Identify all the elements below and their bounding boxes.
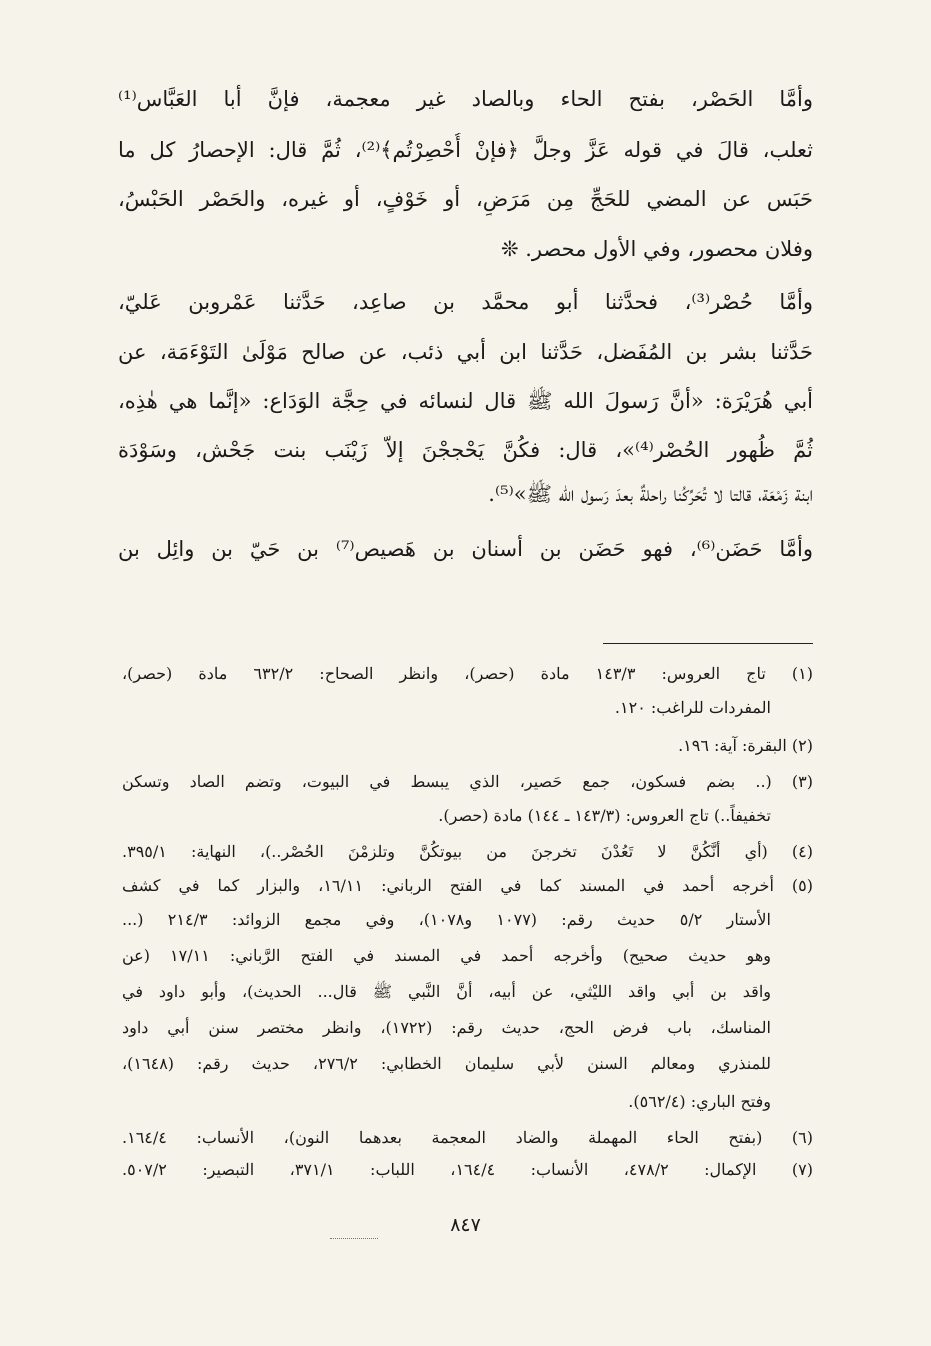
page-number: ٨٤٧ xyxy=(450,1214,481,1236)
footnote-line: (٤) (أي أنَّكُنَّ لا تَعُدْنَ تخرجنَ من بيوتكُنَّ وتلزمْنَ الحُصْر..)، النهاية: ٣٩٥/١. xyxy=(122,842,813,861)
body-line: وأمَّا حَضَن⁽⁶⁾، فهو حَضَن بن أسنان بن هَصيص⁽⁷⁾ بن حَيّ بن وائِل بن xyxy=(118,537,813,561)
body-line: وأمَّا الحَصْر، بفتح الحاء وبالصاد غير معجمة، فإنَّ أبا العَبَّاس⁽¹⁾ xyxy=(118,87,813,111)
footnote-line: (٢) البقرة: آية: ١٩٦. xyxy=(678,736,813,755)
footnote-line: وفتح الباري: (٥٦٢/٤). xyxy=(628,1092,771,1111)
footnote-line: تخفيفاً..) تاج العروس: (١٤٣/٣ ـ ١٤٤) مادة (حصر). xyxy=(438,806,771,825)
footnote-separator xyxy=(603,643,813,644)
footnote-line: (٦) (بفتح الحاء المهملة والضاد المعجمة بعدهما النون)، الأنساب: ١٦٤/٤. xyxy=(122,1128,813,1147)
footnote-line: واقد بن أبي واقد الليْثي، عن أبيه، أنَّ النَّبي ﷺ قال... الحديث)، وأبو داود في xyxy=(122,982,771,1001)
body-line: وفلان محصور، وفي الأول محصر. ❊ xyxy=(500,237,813,261)
footnote-line: المناسك، باب فرض الحج، حديث رقم: (١٧٢٢)، وانظر مختصر سنن أبي داود xyxy=(122,1018,771,1037)
body-line: ثُمَّ ظُهور الحُصْر⁽⁴⁾»، قال: فكُنَّ يَحْججْنَ إلاّ زَيْنَب بنت جَحْش، وسَوْدَة xyxy=(118,438,813,462)
footnote-line: (١) تاج العروس: ١٤٣/٣ مادة (حصر)، وانظر الصحاح: ٦٣٢/٢ مادة (حصر)، xyxy=(122,664,813,683)
body-line: وأمَّا حُصْر⁽³⁾، فحدَّثنا أبو محمَّد بن صاعِد، حَدَّثنا عَمْروبن عَليّ، xyxy=(118,290,813,314)
footnote-line: (٧) الإكمال: ٤٧٨/٢، الأنساب: ١٦٤/٤، اللباب: ٣٧١/١، التبصير: ٥٠٧/٢. xyxy=(122,1160,813,1179)
body-line: ثعلب، قالَ في قوله عَزَّ وجلَّ ﴿فإنْ أُحْصِرْتُم﴾⁽²⁾، ثُمَّ قال: الإحصارُ كل ما xyxy=(118,138,813,162)
body-line: حَبَس عن المضي للحَجِّ مِن مَرَضٍ، أو خَوْفٍ، أو غيره، والحَصْر الحَبْسُ، xyxy=(118,187,813,211)
footnote-line: (٥) أخرجه أحمد في المسند كما في الفتح الرباني: ١٦/١١، والبزار كما في كشف xyxy=(122,876,813,895)
footnote-line: وهو حديث صحيح) وأخرجه أحمد في المسند في الفتح الرَّباني: ١٧/١١ (عن xyxy=(122,946,771,965)
footnote-line: للمنذري ومعالم السنن لأبي سليمان الخطابي: ٢٧٦/٢، حديث رقم: (١٦٤٨)، xyxy=(122,1054,771,1073)
scan-mark xyxy=(330,1238,378,1239)
footnote-line: المفردات للراغب: ١٢٠. xyxy=(614,698,771,717)
body-line: أبي هُرَيْرَة: «أنَّ رَسولَ الله ﷺ قال لنسائه في حِجَّة الوَدَاع: «إنَّما هي هٰذِه، xyxy=(118,389,813,413)
body-line: ابنة زَمْعَة، قالتا لا تُحَرِّكُنا راحلةٌ بعدَ رَسول الله ﷺ»⁽⁵⁾. xyxy=(488,482,813,506)
body-line: حَدَّثنا بشر بن المُفَضل، حَدَّثنا ابن أبي ذئب، عن صالح مَوْلَىٰ التَوْءَمَة، عن xyxy=(118,340,813,364)
footnote-line: الأستار ٥/٢ حديث رقم: (١٠٧٧ و١٠٧٨)، وفي مجمع الزوائد: ٢١٤/٣ (... xyxy=(122,910,771,929)
footnote-line: (٣) (.. بضم فسكون، جمع حَصير، الذي يبسط في البيوت، وتضم الصاد وتسكن xyxy=(122,772,813,791)
